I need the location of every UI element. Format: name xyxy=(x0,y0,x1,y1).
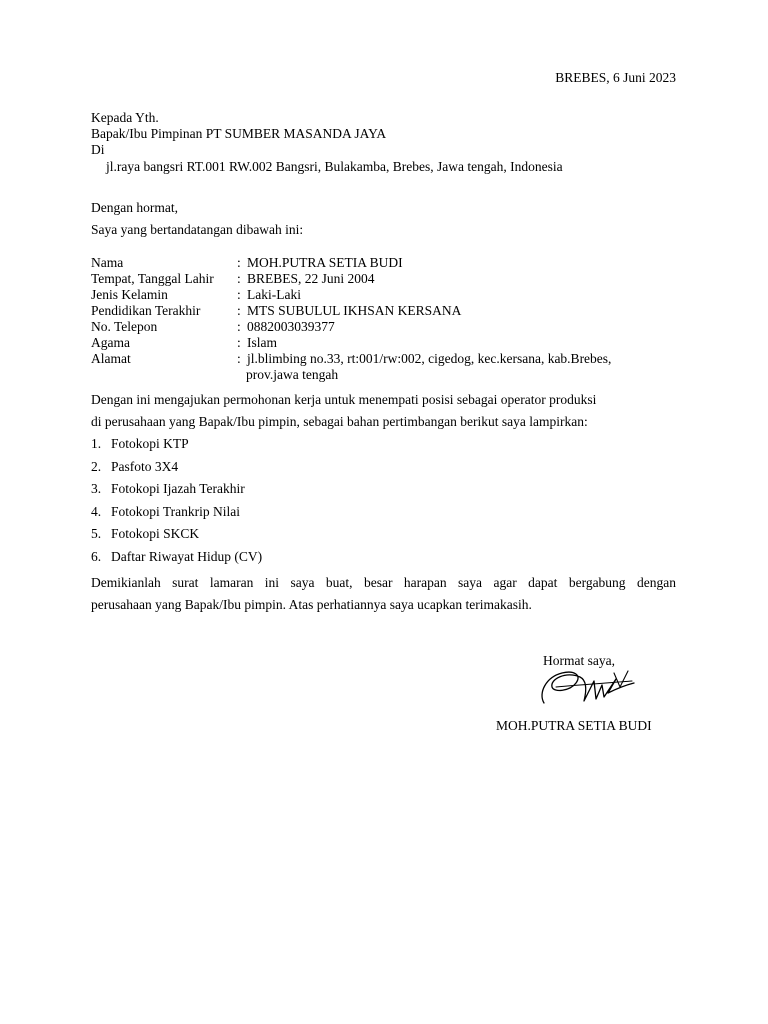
list-text: Pasfoto 3X4 xyxy=(111,458,179,474)
list-item xyxy=(91,523,262,546)
list-text: Fotokopi Ijazah Terakhir xyxy=(111,481,245,496)
request-paragraph-line: Dengan ini mengajukan permohonan kerja untuk menempati posisi sebagai operator produksi xyxy=(91,392,597,407)
recipient-salutation: Kepada Yth. xyxy=(91,110,159,125)
list-item xyxy=(91,456,262,479)
place-date: BREBES, 6 Juni 2023 xyxy=(555,70,676,85)
biodata-row xyxy=(91,335,611,351)
signature-image xyxy=(536,663,636,713)
biodata-separator: : xyxy=(237,255,241,270)
biodata-value: 0882003039377 xyxy=(247,319,335,334)
biodata-row xyxy=(91,351,611,367)
biodata-separator: : xyxy=(237,271,241,286)
biodata-label: Agama xyxy=(91,335,130,350)
list-item xyxy=(91,546,262,569)
list-number: 2. xyxy=(91,458,102,474)
biodata-value: jl.blimbing no.33, rt:001/rw:002, cigedog, kec.kersana, kab.Brebes, xyxy=(247,351,612,366)
biodata-value: MOH.PUTRA SETIA BUDI xyxy=(247,255,403,270)
list-text: Fotokopi Trankrip Nilai xyxy=(111,503,241,519)
closing-paragraph-line: perusahaan yang Bapak/Ibu pimpin. Atas perhatiannya saya ucapkan terimakasih. xyxy=(91,597,532,612)
list-item xyxy=(91,478,262,501)
biodata-value-continuation: prov.jawa tengah xyxy=(246,367,339,382)
biodata-label: Tempat, Tanggal Lahir xyxy=(91,271,214,286)
closing-paragraph xyxy=(91,572,676,616)
recipient-address: jl.raya bangsri RT.001 RW.002 Bangsri, Bulakamba, Brebes, Jawa tengah, Indonesia xyxy=(106,159,563,174)
biodata-row xyxy=(91,319,611,335)
biodata-label: Alamat xyxy=(91,351,131,366)
list-number: 5. xyxy=(91,526,102,541)
biodata-value: BREBES, 22 Juni 2004 xyxy=(247,271,375,286)
request-paragraph-line: di perusahaan yang Bapak/Ibu pimpin, sebagai bahan pertimbangan berikut saya lampirkan: xyxy=(91,414,588,429)
biodata-separator: : xyxy=(237,335,241,350)
recipient-location-label: Di xyxy=(91,142,105,157)
request-paragraph xyxy=(91,389,681,433)
list-text: Fotokopi KTP xyxy=(111,436,189,451)
list-text: Daftar Riwayat Hidup (CV) xyxy=(111,548,263,564)
biodata-separator: : xyxy=(237,351,241,366)
biodata-value: Laki-Laki xyxy=(247,287,301,302)
biodata-row xyxy=(91,287,611,303)
biodata-row-continuation xyxy=(91,367,611,383)
biodata-row xyxy=(91,303,611,319)
greeting: Dengan hormat, xyxy=(91,200,178,215)
biodata-row xyxy=(91,255,611,271)
list-number: 3. xyxy=(91,481,102,496)
biodata-separator: : xyxy=(237,287,241,302)
biodata-label: Jenis Kelamin xyxy=(91,287,168,302)
biodata-value: MTS SUBULUL IKHSAN KERSANA xyxy=(247,303,462,318)
biodata-label: No. Telepon xyxy=(91,319,158,334)
biodata-separator: : xyxy=(237,303,241,318)
closing-paragraph-line: Demikianlah surat lamaran ini saya buat, besar harapan saya agar dapat bergabung dengan xyxy=(91,575,676,590)
recipient-block xyxy=(91,110,563,175)
biodata-label: Pendidikan Terakhir xyxy=(91,303,201,318)
list-number: 1. xyxy=(91,436,102,451)
closing-salutation: Hormat saya, xyxy=(543,653,615,668)
list-item xyxy=(91,501,262,524)
signer-name: MOH.PUTRA SETIA BUDI xyxy=(496,718,652,733)
biodata-separator: : xyxy=(237,319,241,334)
recipient-name: Bapak/Ibu Pimpinan PT SUMBER MASANDA JAYA xyxy=(91,126,387,141)
list-item xyxy=(91,433,262,456)
biodata-row xyxy=(91,271,611,287)
list-number: 6. xyxy=(91,548,102,564)
biodata-table xyxy=(91,255,611,383)
list-number: 4. xyxy=(91,503,102,519)
list-text: Fotokopi SKCK xyxy=(111,526,200,541)
biodata-label: Nama xyxy=(91,255,124,270)
attachment-list xyxy=(91,433,262,568)
intro-text: Saya yang bertandatangan dibawah ini: xyxy=(91,222,304,237)
biodata-value: Islam xyxy=(247,335,277,350)
